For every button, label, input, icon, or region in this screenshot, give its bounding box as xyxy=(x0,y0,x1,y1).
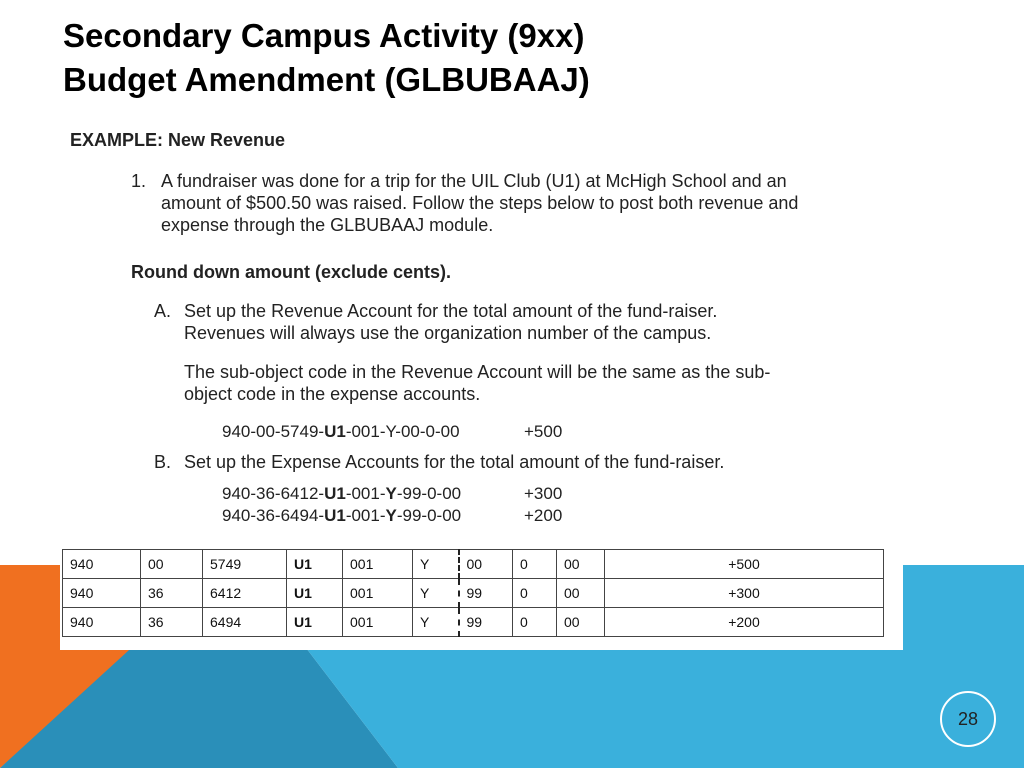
table-cell: U1 xyxy=(287,550,343,579)
table-cell: 940 xyxy=(63,579,141,608)
item-1-line-1: A fundraiser was done for a trip for the UIL Club (U1) at McHigh School and an xyxy=(161,171,787,191)
account-y-code: Y xyxy=(385,506,397,525)
table-row xyxy=(63,608,884,637)
table-cell: +200 xyxy=(605,608,884,637)
account-sub-object: U1 xyxy=(324,422,346,441)
table-cell: 0 xyxy=(513,579,557,608)
round-note: Round down amount (exclude cents). xyxy=(131,262,452,282)
step-b-letter: B. xyxy=(154,452,172,472)
table-cell: 001 xyxy=(343,550,413,579)
account-sub-object: U1 xyxy=(324,506,346,525)
step-b-line: Set up the Expense Accounts for the total amount of the fund-raiser. xyxy=(184,452,725,472)
account-prefix: 940-36-6412- xyxy=(222,484,325,503)
table-cell: 00 xyxy=(557,608,605,637)
table-cell: +300 xyxy=(605,579,884,608)
item-1-line-2: amount of $500.50 was raised. Follow the steps below to post both revenue and xyxy=(161,193,799,213)
expense-account-code-1 xyxy=(222,482,461,505)
table-cell: Y xyxy=(413,550,459,579)
table-cell: 00 xyxy=(557,579,605,608)
table-cell: Y xyxy=(413,579,459,608)
table-cell: 940 xyxy=(63,550,141,579)
account-middle: -001- xyxy=(345,506,386,525)
table-cell: U1 xyxy=(287,608,343,637)
table-cell: 001 xyxy=(343,608,413,637)
page-number: 28 xyxy=(957,708,979,729)
table-cell: 0 xyxy=(513,550,557,579)
table-row xyxy=(63,550,884,579)
title-line-1: Secondary Campus Activity (9xx) xyxy=(63,17,585,54)
expense-account-amount-2: +200 xyxy=(524,506,563,525)
step-a-note-line-1: The sub-object code in the Revenue Account will be the same as the sub- xyxy=(184,362,771,382)
example-heading: EXAMPLE: New Revenue xyxy=(70,130,286,150)
step-a-note-line-2: object code in the expense accounts. xyxy=(184,384,481,404)
expense-account-amount-1: +300 xyxy=(524,484,563,503)
step-a-line-2: Revenues will always use the organization number of the campus. xyxy=(184,323,712,343)
table-cell: 36 xyxy=(141,608,203,637)
account-prefix: 940-00-5749- xyxy=(222,422,325,441)
account-middle: -001- xyxy=(345,484,386,503)
account-suffix: -99-0-00 xyxy=(396,506,462,525)
account-sub-object: U1 xyxy=(324,484,346,503)
title-line-2: Budget Amendment (GLBUBAAJ) xyxy=(63,61,590,98)
table-cell: 6412 xyxy=(203,579,287,608)
table-cell: +500 xyxy=(605,550,884,579)
revenue-account-code xyxy=(222,420,460,443)
table-cell: 940 xyxy=(63,608,141,637)
account-suffix: -001-Y-00-0-00 xyxy=(345,422,460,441)
table-cell: 0 xyxy=(513,608,557,637)
table-cell: 99 xyxy=(459,608,513,637)
step-a-letter: A. xyxy=(154,301,172,321)
table-cell: 5749 xyxy=(203,550,287,579)
page-number-badge xyxy=(940,691,996,747)
revenue-account-amount: +500 xyxy=(524,422,563,441)
account-table xyxy=(62,549,884,637)
table-cell: U1 xyxy=(287,579,343,608)
table-cell: 6494 xyxy=(203,608,287,637)
table-cell: 36 xyxy=(141,579,203,608)
item-1-number: 1. xyxy=(131,171,147,191)
expense-account-code-2 xyxy=(222,504,461,527)
table-cell: 00 xyxy=(557,550,605,579)
step-a-line-1: Set up the Revenue Account for the total amount of the fund-raiser. xyxy=(184,301,718,321)
account-suffix: -99-0-00 xyxy=(396,484,462,503)
item-1-line-3: expense through the GLBUBAAJ module. xyxy=(161,215,494,235)
table-cell: 99 xyxy=(459,579,513,608)
table-cell: Y xyxy=(413,608,459,637)
table-cell: 00 xyxy=(459,550,513,579)
table-row xyxy=(63,579,884,608)
table-cell: 001 xyxy=(343,579,413,608)
account-y-code: Y xyxy=(385,484,397,503)
account-prefix: 940-36-6494- xyxy=(222,506,325,525)
table-cell: 00 xyxy=(141,550,203,579)
